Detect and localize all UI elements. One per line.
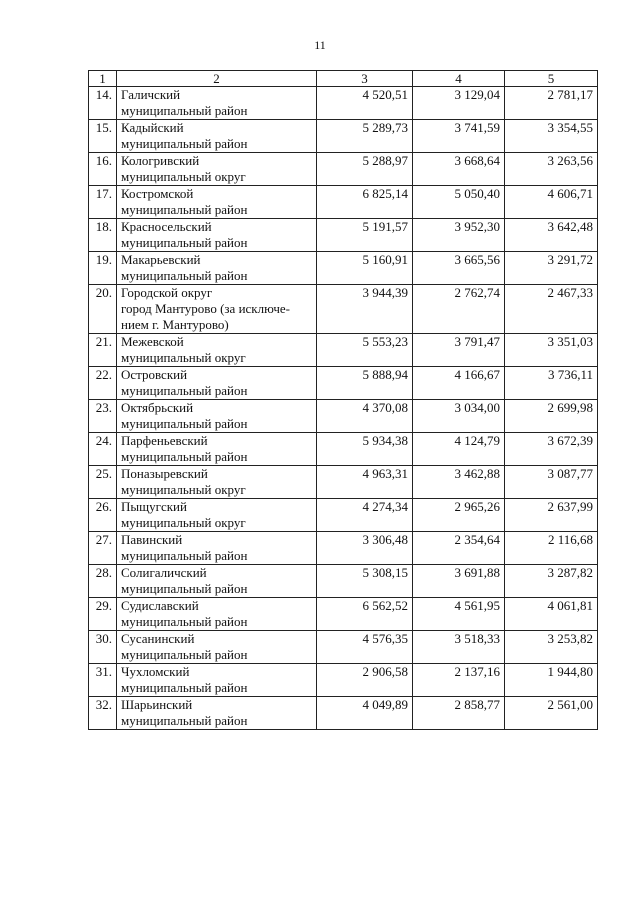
municipality-name-line: муниципальный район: [121, 383, 248, 398]
municipality-name-line: Чухломский: [121, 664, 190, 679]
data-table: [88, 70, 598, 730]
municipality-name-line: Октябрьский: [121, 400, 194, 415]
municipality-name: [117, 400, 317, 433]
header-row: [89, 71, 598, 87]
municipality-name: [117, 334, 317, 367]
table-row: [89, 433, 598, 466]
municipality-name-line: муниципальный округ: [121, 350, 246, 365]
municipality-name-line: муниципальный район: [121, 713, 248, 728]
value-col-3: 4 049,89: [317, 697, 413, 730]
row-number: 15.: [89, 120, 117, 153]
value-col-3: 5 191,57: [317, 219, 413, 252]
row-number: 18.: [89, 219, 117, 252]
municipality-name-line: Красносельский: [121, 219, 212, 234]
value-col-3: 5 289,73: [317, 120, 413, 153]
value-col-3: 6 825,14: [317, 186, 413, 219]
page-number: 11: [314, 38, 326, 52]
municipality-name-line: муниципальный район: [121, 647, 248, 662]
municipality-name-line: муниципальный округ: [121, 482, 246, 497]
municipality-name-line: Пыщугский: [121, 499, 187, 514]
municipality-name-line: Парфеньевский: [121, 433, 208, 448]
municipality-name-line: Шарьинский: [121, 697, 193, 712]
table-row: [89, 252, 598, 285]
column-header: 3: [317, 71, 413, 87]
municipality-name-line: нием г. Мантурово): [121, 317, 229, 332]
table-row: [89, 664, 598, 697]
municipality-name-line: город Мантурово (за исключе-: [121, 301, 290, 316]
municipality-name: [117, 631, 317, 664]
row-number: 24.: [89, 433, 117, 466]
municipality-name-line: муниципальный район: [121, 548, 248, 563]
row-number: 25.: [89, 466, 117, 499]
table-row: [89, 466, 598, 499]
value-col-5: 2 637,99: [505, 499, 598, 532]
value-col-3: 5 888,94: [317, 367, 413, 400]
table-row: [89, 367, 598, 400]
municipality-name: [117, 499, 317, 532]
value-col-5: 1 944,80: [505, 664, 598, 697]
value-col-3: 5 934,38: [317, 433, 413, 466]
table-row: [89, 120, 598, 153]
column-header: 1: [89, 71, 117, 87]
row-number: 20.: [89, 285, 117, 334]
value-col-4: 3 665,56: [413, 252, 505, 285]
municipality-name-line: Городской округ: [121, 285, 213, 300]
row-number: 17.: [89, 186, 117, 219]
row-number: 16.: [89, 153, 117, 186]
municipality-name: [117, 433, 317, 466]
row-number: 22.: [89, 367, 117, 400]
municipality-name: [117, 120, 317, 153]
municipality-name-line: муниципальный район: [121, 680, 248, 695]
municipality-name-line: Межевской: [121, 334, 184, 349]
table-row: [89, 285, 598, 334]
table-row: [89, 697, 598, 730]
table-row: [89, 532, 598, 565]
value-col-3: 3 944,39: [317, 285, 413, 334]
value-col-5: 3 263,56: [505, 153, 598, 186]
municipality-name-line: Кологривский: [121, 153, 200, 168]
table-row: [89, 400, 598, 433]
table-row: [89, 219, 598, 252]
value-col-4: 2 354,64: [413, 532, 505, 565]
municipality-name-line: Сусанинский: [121, 631, 195, 646]
municipality-name-line: муниципальный район: [121, 416, 248, 431]
municipality-name-line: Кадыйский: [121, 120, 184, 135]
municipality-name-line: муниципальный район: [121, 268, 248, 283]
value-col-3: 5 553,23: [317, 334, 413, 367]
municipality-name: [117, 153, 317, 186]
row-number: 31.: [89, 664, 117, 697]
value-col-5: 3 253,82: [505, 631, 598, 664]
value-col-4: 5 050,40: [413, 186, 505, 219]
value-col-4: 3 129,04: [413, 87, 505, 120]
value-col-4: 3 462,88: [413, 466, 505, 499]
row-number: 26.: [89, 499, 117, 532]
municipality-name-line: Галичский: [121, 87, 181, 102]
municipality-name-line: Костромской: [121, 186, 194, 201]
municipality-name: [117, 186, 317, 219]
municipality-name-line: муниципальный район: [121, 202, 248, 217]
municipality-name: [117, 565, 317, 598]
municipality-name-line: Поназыревский: [121, 466, 208, 481]
municipality-name: [117, 285, 317, 334]
municipality-name: [117, 219, 317, 252]
table-row: [89, 334, 598, 367]
value-col-3: 4 370,08: [317, 400, 413, 433]
value-col-5: 2 116,68: [505, 532, 598, 565]
value-col-4: 2 965,26: [413, 499, 505, 532]
value-col-3: 5 160,91: [317, 252, 413, 285]
value-col-4: 4 124,79: [413, 433, 505, 466]
table-row: [89, 565, 598, 598]
value-col-3: 4 520,51: [317, 87, 413, 120]
column-header: 5: [505, 71, 598, 87]
municipality-name: [117, 598, 317, 631]
municipality-name-line: муниципальный район: [121, 581, 248, 596]
value-col-3: 4 963,31: [317, 466, 413, 499]
municipality-name-line: муниципальный округ: [121, 169, 246, 184]
value-col-5: 3 354,55: [505, 120, 598, 153]
column-header: 4: [413, 71, 505, 87]
value-col-3: 5 308,15: [317, 565, 413, 598]
value-col-5: 3 291,72: [505, 252, 598, 285]
municipality-name-line: муниципальный район: [121, 614, 248, 629]
municipality-name-line: Павинский: [121, 532, 183, 547]
value-col-5: 4 606,71: [505, 186, 598, 219]
municipality-name-line: муниципальный округ: [121, 515, 246, 530]
municipality-name-line: муниципальный район: [121, 103, 248, 118]
table-row: [89, 186, 598, 219]
value-col-5: 2 781,17: [505, 87, 598, 120]
municipality-name-line: Солигаличский: [121, 565, 207, 580]
value-col-5: 3 087,77: [505, 466, 598, 499]
value-col-3: 5 288,97: [317, 153, 413, 186]
row-number: 19.: [89, 252, 117, 285]
value-col-4: 4 166,67: [413, 367, 505, 400]
value-col-5: 3 736,11: [505, 367, 598, 400]
row-number: 21.: [89, 334, 117, 367]
table-row: [89, 153, 598, 186]
value-col-3: 4 576,35: [317, 631, 413, 664]
row-number: 14.: [89, 87, 117, 120]
row-number: 30.: [89, 631, 117, 664]
row-number: 32.: [89, 697, 117, 730]
municipality-name-line: Макарьевский: [121, 252, 201, 267]
row-number: 28.: [89, 565, 117, 598]
value-col-4: 3 518,33: [413, 631, 505, 664]
municipality-name-line: Судиславский: [121, 598, 199, 613]
municipality-name-line: муниципальный район: [121, 136, 248, 151]
municipality-name: [117, 367, 317, 400]
value-col-5: 3 287,82: [505, 565, 598, 598]
value-col-4: 3 034,00: [413, 400, 505, 433]
column-header: 2: [117, 71, 317, 87]
value-col-4: 2 762,74: [413, 285, 505, 334]
value-col-5: 4 061,81: [505, 598, 598, 631]
table-row: [89, 598, 598, 631]
value-col-5: 2 699,98: [505, 400, 598, 433]
row-number: 29.: [89, 598, 117, 631]
municipality-name: [117, 697, 317, 730]
value-col-4: 2 137,16: [413, 664, 505, 697]
value-col-3: 2 906,58: [317, 664, 413, 697]
row-number: 23.: [89, 400, 117, 433]
value-col-5: 2 467,33: [505, 285, 598, 334]
municipality-name-line: муниципальный район: [121, 449, 248, 464]
value-col-4: 2 858,77: [413, 697, 505, 730]
municipality-name: [117, 466, 317, 499]
municipality-name: [117, 87, 317, 120]
municipality-name: [117, 532, 317, 565]
value-col-5: 3 642,48: [505, 219, 598, 252]
municipality-name: [117, 252, 317, 285]
value-col-5: 2 561,00: [505, 697, 598, 730]
municipality-name-line: муниципальный район: [121, 235, 248, 250]
value-col-5: 3 672,39: [505, 433, 598, 466]
table-row: [89, 631, 598, 664]
value-col-4: 3 741,59: [413, 120, 505, 153]
row-number: 27.: [89, 532, 117, 565]
value-col-4: 4 561,95: [413, 598, 505, 631]
value-col-4: 3 952,30: [413, 219, 505, 252]
value-col-3: 6 562,52: [317, 598, 413, 631]
table-row: [89, 87, 598, 120]
municipality-name-line: Островский: [121, 367, 188, 382]
table-row: [89, 499, 598, 532]
value-col-3: 3 306,48: [317, 532, 413, 565]
value-col-3: 4 274,34: [317, 499, 413, 532]
value-col-5: 3 351,03: [505, 334, 598, 367]
value-col-4: 3 791,47: [413, 334, 505, 367]
municipality-name: [117, 664, 317, 697]
value-col-4: 3 691,88: [413, 565, 505, 598]
value-col-4: 3 668,64: [413, 153, 505, 186]
